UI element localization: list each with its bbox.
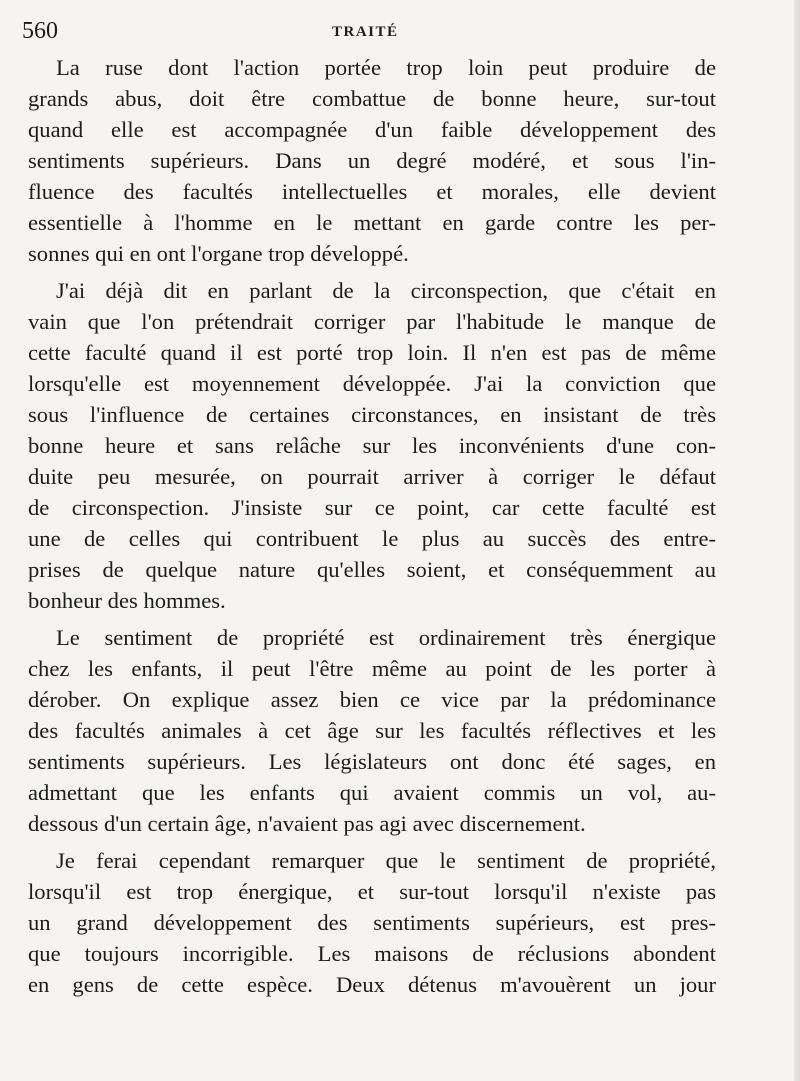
text-line: prises de quelque nature qu'elles soient, et conséquemment au — [28, 557, 716, 582]
paragraph-ruse — [28, 52, 716, 269]
text-line: un grand développement des sentiments supérieurs, est pres- — [28, 910, 716, 935]
text-line: duite peu mesurée, on pourrait arriver à corriger le défaut — [28, 464, 716, 489]
running-title: TRAITÉ — [332, 24, 399, 40]
text-line: bonheur des hommes. — [28, 588, 226, 613]
body-text — [28, 52, 716, 1000]
text-line: essentielle à l'homme en le mettant en garde contre les per- — [28, 210, 716, 235]
text-line: sentiments supérieurs. Les législateurs ont donc été sages, en — [28, 749, 716, 774]
text-line: J'ai déjà dit en parlant de la circonspection, que c'était en — [56, 278, 716, 303]
page-header — [22, 14, 722, 48]
text-line: lorsqu'elle est moyennement développée. J'ai la conviction que — [28, 371, 716, 396]
text-line: La ruse dont l'action portée trop loin peut produire de — [56, 55, 716, 80]
text-line: sentiments supérieurs. Dans un degré modéré, et sous l'in- — [28, 148, 716, 173]
page-number: 560 — [22, 18, 58, 44]
text-line: lorsqu'il est trop énergique, et sur-tout lorsqu'il n'existe pas — [28, 879, 716, 904]
text-line: cette faculté quand il est porté trop loin. Il n'en est pas de même — [28, 340, 716, 365]
text-line: en gens de cette espèce. Deux détenus m'avouèrent un jour — [28, 972, 716, 997]
text-line: grands abus, doit être combattue de bonne heure, sur-tout — [28, 86, 716, 111]
text-line: une de celles qui contribuent le plus au succès des entre- — [28, 526, 716, 551]
text-line: chez les enfants, il peut l'être même au point de les porter à — [28, 656, 716, 681]
text-line: que toujours incorrigible. Les maisons de réclusions abondent — [28, 941, 716, 966]
paragraph-propriete — [28, 622, 716, 839]
text-line: quand elle est accompagnée d'un faible développement des — [28, 117, 716, 142]
text-line: de circonspection. J'insiste sur ce point, car cette faculté est — [28, 495, 716, 520]
text-line: sous l'influence de certaines circonstances, en insistant de très — [28, 402, 716, 427]
text-line: Le sentiment de propriété est ordinairement très énergique — [56, 625, 716, 650]
text-line: admettant que les enfants qui avaient commis un vol, au- — [28, 780, 716, 805]
text-line: sonnes qui en ont l'organe trop développé. — [28, 241, 409, 266]
text-line: vain que l'on prétendrait corriger par l'habitude le manque de — [28, 309, 716, 334]
page-edge-shadow — [794, 0, 800, 1081]
text-line: Je ferai cependant remarquer que le sentiment de propriété, — [56, 848, 716, 873]
paragraph-circonspection — [28, 275, 716, 616]
text-line: fluence des facultés intellectuelles et morales, elle devient — [28, 179, 716, 204]
text-line: dessous d'un certain âge, n'avaient pas agi avec discernement. — [28, 811, 586, 836]
text-line: bonne heure et sans relâche sur les inconvénients d'une con- — [28, 433, 716, 458]
text-line: dérober. On explique assez bien ce vice par la prédominance — [28, 687, 716, 712]
text-line: des facultés animales à cet âge sur les facultés réflectives et les — [28, 718, 716, 743]
paragraph-remarque — [28, 845, 716, 1000]
